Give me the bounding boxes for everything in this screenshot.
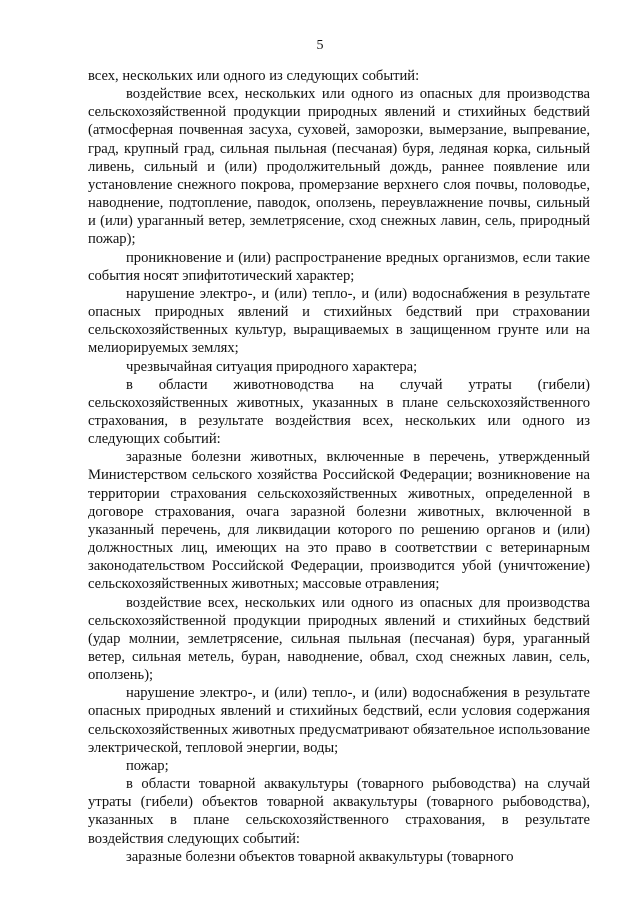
paragraph-livestock-intro: в области животноводства на случай утраты (гибели) сельскохозяйственных животных, указанных в плане сельскохозяйственного страхования, в результате воздействия всех, нескольких или одного из следующих событий: — [88, 376, 590, 448]
paragraph-aquaculture-intro: в области товарной аквакультуры (товарного рыбоводства) на случай утраты (гибели) объектов товарной аквакультуры (товарного рыбоводства), указанных в плане сельскохозяйственного страхования, в результате воздействия следующих событий: — [88, 776, 590, 847]
paragraph-utility-disruption-crops: нарушение электро-, и (или) тепло-, и (или) водоснабжения в результате опасных природных явлений и стихийных бедствий при страховании сельскохозяйственных культур, выращиваемых в защищенном грунте или на мелиорируемых землях; — [88, 285, 590, 357]
paragraph-animal-diseases: заразные болезни животных, включенные в перечень, утвержденный Министерством сельского хозяйства Российской Федерации; возникновение на территории страхования сельскохозяйственных животных, определенной в договоре страхования, очага заразной болезни животных, включенной в указанный перечень, для ликвидации которого по решению органов и (или) должностных лиц, имеющих на это право в соответствии с ветеринарным законодательством Российской Федерации, производится убой (уничтожение) сельскохозяйственных животных; массовые отравления; — [88, 449, 590, 593]
page-number: 5 — [316, 38, 324, 53]
paragraph-harmful-organisms: проникновение и (или) распространение вредных организмов, если такие события носят эпифитотический характер; — [88, 249, 590, 284]
paragraph-fire: пожар; — [126, 757, 169, 774]
paragraph-continuation: всех, нескольких или одного из следующих событий: — [88, 68, 420, 84]
document-body — [88, 67, 590, 866]
paragraph-livestock-hazards: воздействие всех, нескольких или одного из опасных для производства сельскохозяйственной продукции природных явлений и стихийных бедствий (удар молнии, землетрясение, сильная пыльная (песчаная) буря, ураганный ветер, сильная метель, буран, наводнение, обвал, сход снежных лавин, сель, оползень); — [88, 594, 590, 684]
paragraph-emergency: чрезвычайная ситуация природного характера; — [126, 358, 418, 375]
paragraph-aquaculture-diseases: заразные болезни объектов товарной аквакультуры (товарного — [126, 848, 514, 865]
paragraph-natural-hazards: воздействие всех, нескольких или одного из опасных для производства сельскохозяйственной продукции природных явлений и стихийных бедствий (атмосферная почвенная засуха, суховей, заморозки, вымерзание, выпревание, град, крупный град, сильная пыльная (песчаная) буря, ледяная корка, сильный ливень, сильный и (или) продолжительный дождь, раннее появление или установление снежного покрова, промерзание верхнего слоя почвы, половодье, наводнение, подтопление, паводок, оползень, переувлажнение почвы, сильный и (или) ураганный ветер, землетрясение, сход снежных лавин, сель, природный пожар); — [88, 86, 590, 248]
paragraph-utility-disruption-livestock: нарушение электро-, и (или) тепло-, и (или) водоснабжения в результате опасных природных явлений и стихийных бедствий, если условия содержания сельскохозяйственных животных предусматривают обязательное использование электрической, тепловой энергии, воды; — [88, 685, 590, 756]
